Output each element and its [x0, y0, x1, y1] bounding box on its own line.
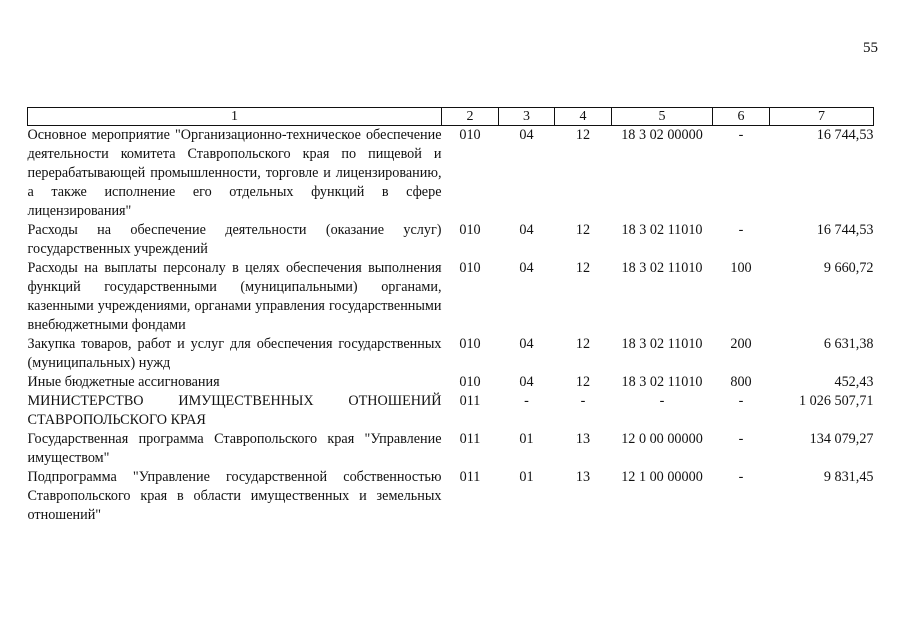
section-code: 01: [519, 469, 534, 485]
row-name: Расходы на обеспечение деятельности (оказание услуг) государственных учреждений: [27, 222, 442, 257]
section-code: 01: [519, 431, 534, 447]
table-row: [28, 126, 874, 222]
expense-type-code: 800: [730, 374, 752, 390]
expense-type-code: 100: [730, 260, 752, 276]
table-row: [28, 392, 874, 430]
target-article-code: 12 0 00 00000: [621, 431, 703, 447]
subsection-code: 12: [575, 260, 591, 276]
row-name: Закупка товаров, работ и услуг для обеспечения государственных (муниципальных) нужд: [27, 336, 442, 371]
section-code: 04: [519, 260, 534, 276]
subsection-code: -: [580, 393, 586, 409]
row-name: Государственная программа Ставропольского края "Управление имуществом": [27, 431, 442, 466]
expense-type-code: -: [738, 469, 744, 485]
section-code: 04: [519, 374, 534, 390]
page-number: 55: [863, 40, 878, 56]
column-header-5: 5: [612, 108, 713, 126]
ministry-code: 010: [459, 336, 481, 352]
amount: 134 079,27: [809, 431, 874, 447]
table-row: [28, 430, 874, 468]
expense-type-code: -: [738, 431, 744, 447]
amount: 16 744,53: [816, 127, 874, 143]
budget-table: [27, 107, 874, 525]
row-name: МИНИСТЕРСТВО ИМУЩЕСТВЕННЫХ ОТНОШЕНИЙ СТАВРОПОЛЬСКОГО КРАЯ: [27, 393, 442, 428]
column-header-4: 4: [555, 108, 612, 126]
amount: 16 744,53: [816, 222, 874, 238]
target-article-code: 18 3 02 11010: [621, 374, 703, 390]
column-header-2: 2: [442, 108, 499, 126]
target-article-code: 18 3 02 11010: [621, 336, 703, 352]
target-article-code: 12 1 00 00000: [621, 469, 703, 485]
subsection-code: 12: [575, 127, 591, 143]
expense-type-code: -: [738, 222, 744, 238]
header-row: [28, 108, 874, 126]
row-name: Расходы на выплаты персоналу в целях обеспечения выполнения функций государственными (муниципальными) органами, казенными учреждениями, органами управления государственными внебюджетными фондами: [27, 260, 442, 333]
column-header-3: 3: [499, 108, 555, 126]
row-name: Подпрограмма "Управление государственной собственностью Ставропольского края в области имущественных и земельных отношений": [27, 469, 442, 523]
amount: 9 831,45: [823, 469, 874, 485]
row-name: Основное мероприятие "Организационно-техническое обеспечение деятельности комитета Ставропольского края по пищевой и перерабатывающей промышленности, торговле и лицензированию, а также исполнение его отдельных функций в сфере лицензирования": [27, 127, 442, 219]
section-code: -: [524, 393, 529, 409]
subsection-code: 13: [575, 431, 591, 447]
table-row: [28, 373, 874, 392]
ministry-code: 011: [459, 431, 481, 447]
subsection-code: 12: [575, 222, 591, 238]
ministry-code: 010: [459, 222, 481, 238]
table-row: [28, 468, 874, 525]
expense-type-code: -: [738, 127, 744, 143]
subsection-code: 12: [575, 336, 591, 352]
expense-type-code: 200: [730, 336, 752, 352]
column-header-7: 7: [770, 108, 874, 126]
amount: 1 026 507,71: [799, 393, 874, 409]
ministry-code: 010: [459, 127, 481, 143]
subsection-code: 12: [575, 374, 591, 390]
column-header-1: 1: [28, 108, 442, 126]
section-code: 04: [519, 127, 534, 143]
amount: 452,43: [834, 374, 874, 390]
table-row: [28, 221, 874, 259]
section-code: 04: [519, 336, 534, 352]
target-article-code: -: [659, 393, 665, 409]
table-row: [28, 335, 874, 373]
ministry-code: 011: [459, 469, 481, 485]
amount: 9 660,72: [823, 260, 874, 276]
ministry-code: 011: [459, 393, 481, 409]
table-row: [28, 259, 874, 335]
target-article-code: 18 3 02 00000: [621, 127, 703, 143]
target-article-code: 18 3 02 11010: [621, 260, 703, 276]
ministry-code: 010: [459, 374, 481, 390]
subsection-code: 13: [575, 469, 591, 485]
amount: 6 631,38: [823, 336, 874, 352]
row-name: Иные бюджетные ассигнования: [27, 374, 220, 390]
ministry-code: 010: [459, 260, 481, 276]
section-code: 04: [519, 222, 534, 238]
target-article-code: 18 3 02 11010: [621, 222, 703, 238]
column-header-6: 6: [713, 108, 770, 126]
expense-type-code: -: [738, 393, 744, 409]
